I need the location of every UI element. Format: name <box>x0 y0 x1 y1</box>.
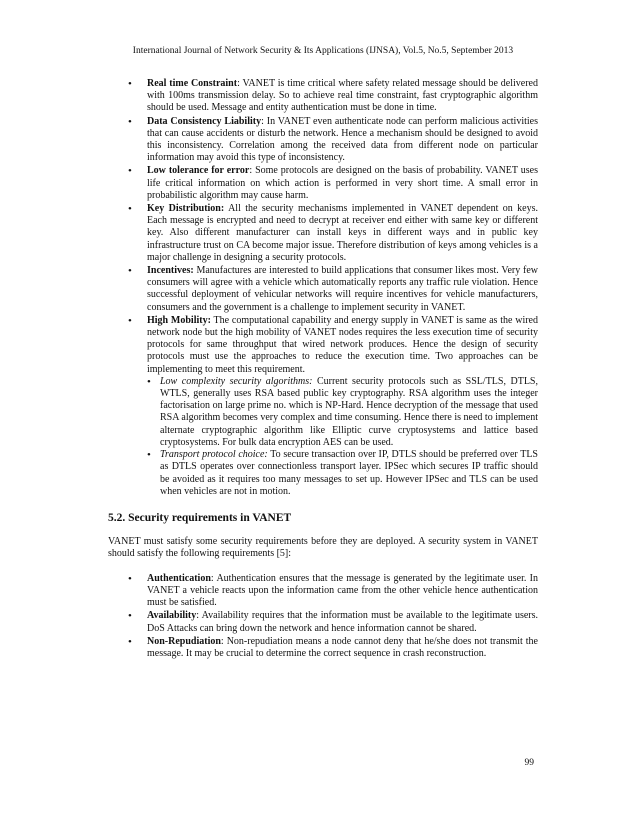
item-text: Manufactures are interested to build applications that consumer likes most. Very few consumers will agree with a vehicle which automatically reports any traffic rule violation. Hence successful deployment of vehicular networks will require incentives for vehicle manufacturers, consumers and the government is a challenge to implement security in VANET. <box>147 265 539 313</box>
list-item: • Data Consistency Liability: In VANET even authenticate node can perform malicious activities that can cause accidents or disturb the network. Hence a mechanism should be designed to avoid this inconsistency. Correlation among the received data from different node on particular information may avoid this type of inconsistency. <box>108 116 538 165</box>
item-text: Non-repudiation means a node cannot deny that he/she does not transmit the message. It may be crucial to determine the correct sequence in crash reconstruction. <box>147 635 538 659</box>
item-term: Key Distribution: <box>147 203 225 215</box>
item-term: High Mobility: <box>147 314 211 326</box>
item-term: Low tolerance for error <box>147 165 250 177</box>
item-term: Data Consistency Liability <box>147 115 262 127</box>
item-text: Current security protocols such as SSL/TLS, DTLS, WTLS, generally uses RSA based public key cryptography. RSA algorithm uses the integer factorisation on large prime no. which is NP-Hard. Hence decryption of the message that used RSA algorithm becomes very complex and time consuming. Hence there is need to implement alternate cryptographic algorithm like Elliptic curve cryptosystems and lattice based cryptosystems. For bulk data encryption AES can be used. <box>160 375 538 448</box>
item-text: To secure transaction over IP, DTLS should be preferred over TLS as DTLS operates over connectionless transport layer. IPSec which secures IP traffic should be avoided as it requires too many messages to set up. However IPSec and TLS can be used when vehicles are not in motion. <box>160 449 538 497</box>
journal-header: International Journal of Network Security & Its Applications (IJNSA), Vol.5, No.5, September 2013 <box>132 46 514 56</box>
list-item <box>108 265 538 314</box>
page-number: 99 <box>524 758 534 768</box>
requirements-list <box>108 573 538 660</box>
item-text: The computational capability and energy supply in VANET is same as the wired network node but the high mobility of VANET nodes requires the less execution time of security protocols for same throughput that wired network produces. Hence the design of security protocols must use the approaches to reduce the execution time. Two approaches can be implementing to meet this requirement. <box>147 314 538 375</box>
item-term: Incentives: <box>147 265 194 277</box>
list-item: • Low tolerance for error: Some protocols are designed on the basis of probability. VANET uses life critical information on which action is performed in very short time. A small error in probabilistic algorithm may cause harm. <box>108 165 538 202</box>
item-text: Authentication ensures that the message is generated by the legitimate user. In VANET a vehicle reacts upon the information came from the other vehicle hence authentication must be satisfied. <box>147 572 538 609</box>
item-text: In VANET even authenticate node can perform malicious activities that can cause accidents or disturb the network. Hence a mechanism should be designed to avoid this inconsistency. Correlation among the received data from different node on particular information may avoid this type of inconsistency. <box>147 115 538 164</box>
challenges-list <box>108 78 538 498</box>
item-term: Authentication <box>147 572 211 584</box>
item-text: Some protocols are designed on the basis of probability. VANET uses life critical information on which action is performed in very short time. A small error in probabilistic algorithm may cause harm. <box>147 165 539 201</box>
list-item: • Non-Repudiation: Non-repudiation means a node cannot deny that he/she does not transmit the message. It may be crucial to determine the correct sequence in crash reconstruction. <box>108 636 538 660</box>
item-text: All the security mechanisms implemented in VANET dependent on keys. Each message is encrypted and need to decrypt at receiver end either with same key or different key. Also different manufacturer can install keys in different ways and in public key infrastructure trust on CA become major issue. Therefore distribution of keys among vehicles is a major challenge in designing a security protocols. <box>147 203 539 263</box>
item-term: Low complexity security algorithms: <box>160 375 313 387</box>
sublist-item <box>147 449 538 498</box>
list-item: • Authentication: Authentication ensures that the message is generated by the legitimate user. In VANET a vehicle reacts upon the information came from the other vehicle hence authentication must be satisfied. <box>108 573 538 610</box>
item-text: Availability requires that the information must be available to the legitimate users. DoS Attacks can bring down the network and hence information cannot be shared. <box>147 610 538 634</box>
section-intro: VANET must satisfy some security requirements before they are deployed. A security system in VANET should satisfy the following requirements [5]: <box>108 535 538 560</box>
sublist-item <box>147 376 538 449</box>
item-term: Availability <box>147 610 197 622</box>
list-item <box>108 315 538 498</box>
list-item: • Real time Constraint: VANET is time critical where safety related message should be delivered with 100ms transmission delay. So to achieve real time constraint, fast cryptographic algorithm should be used. Message and entity authentication must be done in time. <box>108 78 538 115</box>
item-text: VANET is time critical where safety related message should be delivered with 100ms transmission delay. So to achieve real time constraint, fast cryptographic algorithm should be used. Message and entity authentication must be done in time. <box>147 78 538 114</box>
page-content <box>108 78 538 661</box>
item-term: Transport protocol choice: <box>160 449 268 461</box>
approaches-sublist <box>147 376 538 498</box>
list-item: • Availability: Availability requires that the information must be available to the legitimate users. DoS Attacks can bring down the network and hence information cannot be shared. <box>108 610 538 634</box>
list-item <box>108 203 538 264</box>
section-heading: 5.2. Security requirements in VANET <box>108 511 292 524</box>
item-term: Non-Repudiation <box>147 635 221 647</box>
item-term: Real time Constraint <box>147 78 238 89</box>
